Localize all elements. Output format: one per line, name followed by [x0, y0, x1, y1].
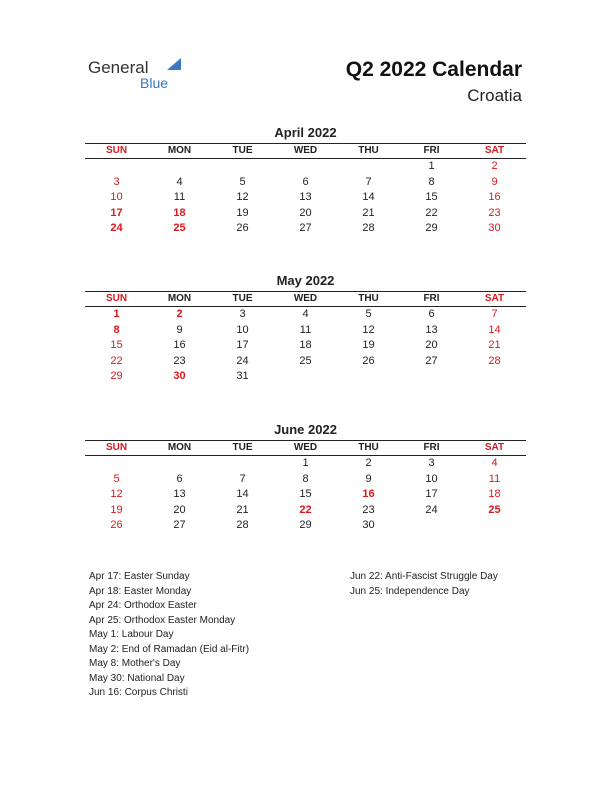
day-cell	[148, 456, 211, 472]
day-cell: 20	[425, 339, 438, 351]
holiday-entry: May 8: Mother's Day	[89, 658, 181, 669]
day-cell: 14	[362, 191, 375, 203]
day-cell: 30	[362, 519, 375, 531]
day-cell: 6	[428, 308, 435, 320]
day-cell: 16	[173, 339, 186, 351]
day-cell: 24	[425, 503, 438, 516]
week-row	[85, 369, 526, 385]
day-cell: 19	[362, 339, 375, 351]
weekday-label: WED	[293, 442, 318, 453]
week-row	[85, 338, 526, 354]
day-cell: 3	[113, 175, 120, 188]
week-row	[85, 323, 526, 339]
day-cell	[274, 369, 337, 385]
day-cell: 4	[302, 308, 309, 320]
day-cell: 4	[491, 457, 498, 469]
day-cell: 1	[428, 160, 435, 172]
day-cell: 11	[173, 191, 186, 203]
holiday-entry: May 1: Labour Day	[89, 629, 174, 640]
day-cell: 16	[488, 191, 501, 203]
holiday-list-left	[89, 570, 249, 701]
day-cell	[211, 159, 274, 175]
weekday-label: THU	[358, 442, 379, 453]
day-cell: 21	[236, 503, 249, 516]
day-cell: 13	[173, 488, 186, 500]
holiday-list-right	[350, 570, 498, 599]
day-cell: 28	[362, 222, 375, 234]
weekday-label: SAT	[484, 145, 505, 156]
weekday-header	[85, 291, 526, 307]
day-cell: 18	[488, 488, 501, 500]
week-row	[85, 190, 526, 206]
day-cell: 23	[173, 354, 186, 367]
day-cell	[463, 518, 526, 534]
holiday-entry: May 30: National Day	[89, 672, 185, 684]
day-cell	[337, 159, 400, 175]
day-cell: 3	[239, 308, 246, 320]
day-cell: 6	[176, 472, 183, 485]
month-title: April 2022	[274, 125, 337, 140]
day-cell: 10	[110, 191, 123, 203]
month-calendar-may	[85, 273, 526, 385]
weekday-label: FRI	[423, 145, 440, 156]
day-cell: 27	[299, 222, 312, 234]
day-cell	[85, 159, 148, 175]
day-cell: 13	[425, 323, 438, 336]
day-cell: 15	[299, 488, 312, 500]
day-cell: 30	[173, 370, 186, 382]
day-cell: 28	[488, 354, 501, 367]
day-cell: 25	[299, 354, 312, 367]
day-cell: 7	[365, 175, 372, 188]
day-cell: 2	[491, 160, 498, 172]
day-cell: 8	[428, 175, 435, 188]
day-cell: 28	[236, 519, 249, 531]
weekday-label: SUN	[105, 293, 128, 304]
day-cell: 29	[299, 519, 312, 531]
day-cell: 17	[425, 488, 438, 500]
weekday-label: MON	[167, 442, 192, 453]
day-cell: 8	[113, 323, 120, 336]
day-cell: 25	[173, 222, 186, 234]
weekday-label: THU	[358, 145, 379, 156]
weekday-label: WED	[293, 293, 318, 304]
week-row	[85, 503, 526, 519]
day-cell: 14	[488, 323, 501, 336]
day-cell: 26	[236, 222, 249, 234]
weekday-label: MON	[167, 293, 192, 304]
day-cell: 15	[110, 339, 123, 351]
weekday-label: WED	[293, 145, 318, 156]
holiday-entry: Jun 16: Corpus Christi	[89, 687, 188, 698]
holiday-entry: Apr 25: Orthodox Easter Monday	[89, 614, 236, 626]
weekday-label: FRI	[423, 442, 440, 453]
day-cell: 18	[299, 339, 312, 351]
month-calendar-june	[85, 422, 526, 534]
day-cell: 25	[488, 503, 501, 516]
week-row	[85, 518, 526, 534]
day-cell: 12	[236, 191, 249, 203]
day-cell	[274, 159, 337, 175]
weekday-label: TUE	[232, 442, 253, 453]
weekday-label: MON	[167, 145, 192, 156]
weekday-label: SUN	[105, 442, 128, 453]
logo-text-general: General	[88, 58, 149, 77]
day-cell	[148, 159, 211, 175]
weekday-label: FRI	[423, 293, 440, 304]
day-cell	[211, 456, 274, 472]
day-cell: 12	[362, 323, 375, 336]
weekday-header	[85, 143, 526, 159]
day-cell: 4	[176, 175, 183, 188]
day-cell: 14	[236, 488, 249, 500]
day-cell: 20	[299, 206, 312, 219]
week-row	[85, 307, 526, 323]
weekday-label: TUE	[232, 145, 253, 156]
day-cell: 9	[491, 175, 498, 188]
day-cell: 17	[110, 206, 123, 219]
day-cell: 5	[239, 175, 246, 188]
logo-triangle-icon	[167, 58, 181, 70]
day-cell: 19	[236, 206, 249, 219]
day-cell: 26	[362, 354, 375, 367]
day-cell	[463, 369, 526, 385]
day-cell: 20	[173, 503, 186, 516]
day-cell: 22	[299, 503, 312, 516]
day-cell: 21	[488, 339, 501, 351]
day-cell: 27	[173, 519, 186, 531]
day-cell: 16	[362, 488, 375, 500]
day-cell	[400, 369, 463, 385]
weekday-label: SAT	[484, 442, 505, 453]
logo-text-blue: Blue	[140, 75, 169, 91]
day-cell: 12	[110, 488, 123, 500]
day-cell: 23	[488, 206, 501, 219]
day-cell: 29	[110, 370, 123, 382]
day-cell: 29	[425, 222, 438, 234]
holiday-entry: Jun 22: Anti-Fascist Struggle Day	[350, 571, 498, 582]
day-cell: 7	[239, 472, 246, 485]
day-cell	[85, 456, 148, 472]
week-row	[85, 472, 526, 488]
day-cell: 13	[299, 191, 312, 203]
day-cell: 10	[236, 323, 249, 336]
month-title: May 2022	[276, 273, 335, 288]
day-cell: 8	[302, 472, 309, 485]
day-cell: 24	[110, 222, 123, 234]
day-cell: 1	[302, 457, 309, 469]
day-cell: 27	[425, 354, 438, 367]
week-row	[85, 456, 526, 472]
day-cell: 11	[299, 323, 312, 336]
day-cell: 22	[110, 354, 123, 367]
weekday-label: THU	[358, 293, 379, 304]
weekday-label: SAT	[484, 293, 505, 304]
weekday-header	[85, 440, 526, 456]
week-row	[85, 159, 526, 175]
day-cell: 2	[176, 308, 183, 320]
day-cell: 11	[488, 472, 501, 485]
week-row	[85, 487, 526, 503]
holiday-entry: May 2: End of Ramadan (Eid al-Fitr)	[89, 643, 250, 655]
week-row	[85, 221, 526, 237]
day-cell: 6	[302, 175, 309, 188]
day-cell: 21	[362, 206, 375, 219]
weekday-label: TUE	[232, 293, 253, 304]
day-cell: 17	[236, 339, 249, 351]
holiday-entry: Apr 17: Easter Sunday	[89, 571, 190, 582]
day-cell: 5	[365, 308, 372, 320]
day-cell: 30	[488, 222, 501, 234]
day-cell	[337, 369, 400, 385]
day-cell: 9	[365, 472, 372, 485]
day-cell: 26	[110, 519, 123, 531]
day-cell: 3	[428, 457, 435, 469]
day-cell: 18	[173, 206, 186, 219]
day-cell: 24	[236, 354, 249, 367]
day-cell: 10	[425, 472, 438, 485]
day-cell: 1	[113, 308, 120, 320]
country-name: Croatia	[467, 86, 522, 105]
day-cell: 19	[110, 503, 123, 516]
day-cell	[400, 518, 463, 534]
day-cell: 15	[425, 191, 438, 203]
brand-logo	[88, 56, 198, 96]
month-title: June 2022	[274, 422, 337, 437]
page-title: Q2 2022 Calendar	[345, 58, 522, 81]
day-cell: 7	[491, 308, 498, 320]
day-cell: 2	[365, 457, 372, 469]
day-cell: 22	[425, 206, 438, 219]
weekday-label: SUN	[105, 145, 128, 156]
week-row	[85, 175, 526, 191]
day-cell: 31	[236, 370, 249, 382]
week-row	[85, 206, 526, 222]
day-cell: 9	[176, 323, 183, 336]
holiday-entry: Jun 25: Independence Day	[350, 585, 470, 597]
month-calendar-april	[85, 125, 526, 237]
holiday-entry: Apr 24: Orthodox Easter	[89, 600, 197, 611]
holiday-entry: Apr 18: Easter Monday	[89, 585, 192, 597]
day-cell: 5	[113, 472, 120, 485]
day-cell: 23	[362, 503, 375, 516]
week-row	[85, 354, 526, 370]
